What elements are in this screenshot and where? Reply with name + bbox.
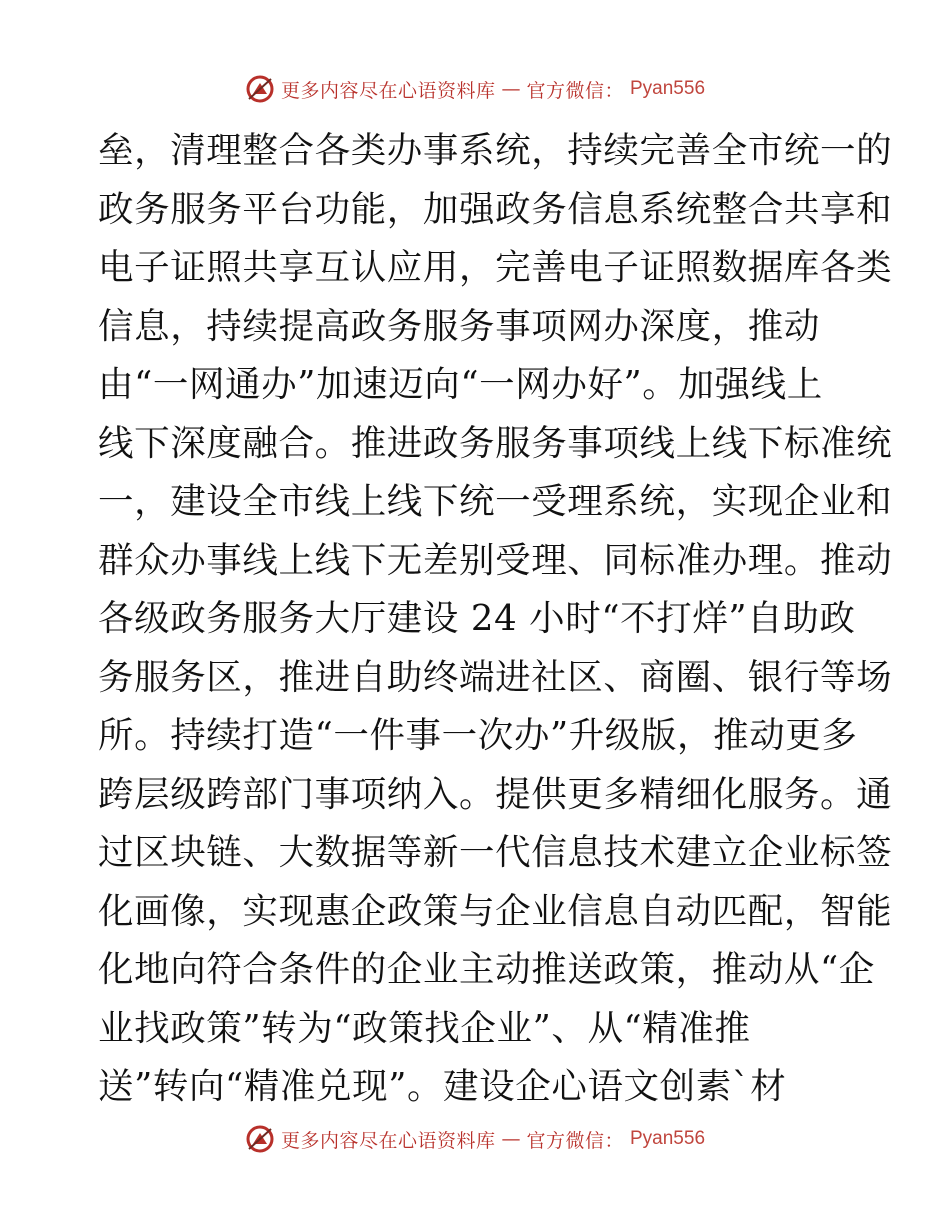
watermark-suffix: 官方微信： [526, 79, 624, 102]
brand-logo-icon [245, 1124, 275, 1154]
text-line: 垒，清理整合各类办事系统，持续完善全市统一的 [98, 130, 893, 171]
footer-watermark [0, 1124, 950, 1154]
text-line: 线下深度融合。推进政务服务事项线上线下标准统 [98, 422, 893, 464]
watermark-wechat-id: Pyan556 [630, 1128, 706, 1149]
text-line: 过区块链、大数据等新一代信息技术建立企业标签 [98, 832, 893, 873]
text-line: 电子证照共享互认应用，完善电子证照数据库各类 [98, 247, 893, 288]
watermark-text: 更多内容尽在心语资料库 [280, 79, 496, 102]
text-line: 各级政务服务大厅建设 24 小时“不打烊”自助政 [98, 598, 856, 639]
text-line: 务服务区，推进自助终端进社区、商圈、银行等场 [98, 656, 893, 698]
text-line: 所。持续打造“一件事一次办”升级版，推动更多 [98, 715, 858, 756]
watermark-separator: — [501, 78, 521, 100]
watermark-separator: — [501, 1128, 521, 1150]
watermark-suffix: 官方微信： [526, 1129, 624, 1152]
text-line: 群众办事线上线下无差别受理、同标准办理。推动 [98, 539, 893, 581]
text-line: 跨层级跨部门事项纳入。提供更多精细化服务。通 [98, 773, 893, 815]
text-line: 一，建设全市线上线下统一受理系统，实现企业和 [98, 481, 893, 522]
text-line: 政务服务平台功能，加强政务信息系统整合共享和 [98, 188, 893, 230]
text-line: 信息，持续提高政务服务事项网办深度，推动 [98, 305, 821, 347]
header-watermark [0, 74, 950, 104]
watermark-text: 更多内容尽在心语资料库 [280, 1129, 496, 1152]
text-line: 化画像，实现惠企政策与企业信息自动匹配，智能 [98, 890, 893, 932]
text-line: 送”转向“精准兑现”。建设企心语文创素`材 [98, 1066, 787, 1107]
brand-logo-icon [245, 74, 275, 104]
watermark-wechat-id: Pyan556 [630, 78, 706, 99]
text-line: 化地向符合条件的企业主动推送政策，推动从“企 [98, 949, 875, 990]
document-body [98, 122, 893, 1117]
text-line: 由“一网通办”加速迈向“一网办好”。加强线上 [98, 364, 823, 405]
text-line: 业找政策”转为“政策找企业”、从“精准推 [98, 1007, 751, 1049]
